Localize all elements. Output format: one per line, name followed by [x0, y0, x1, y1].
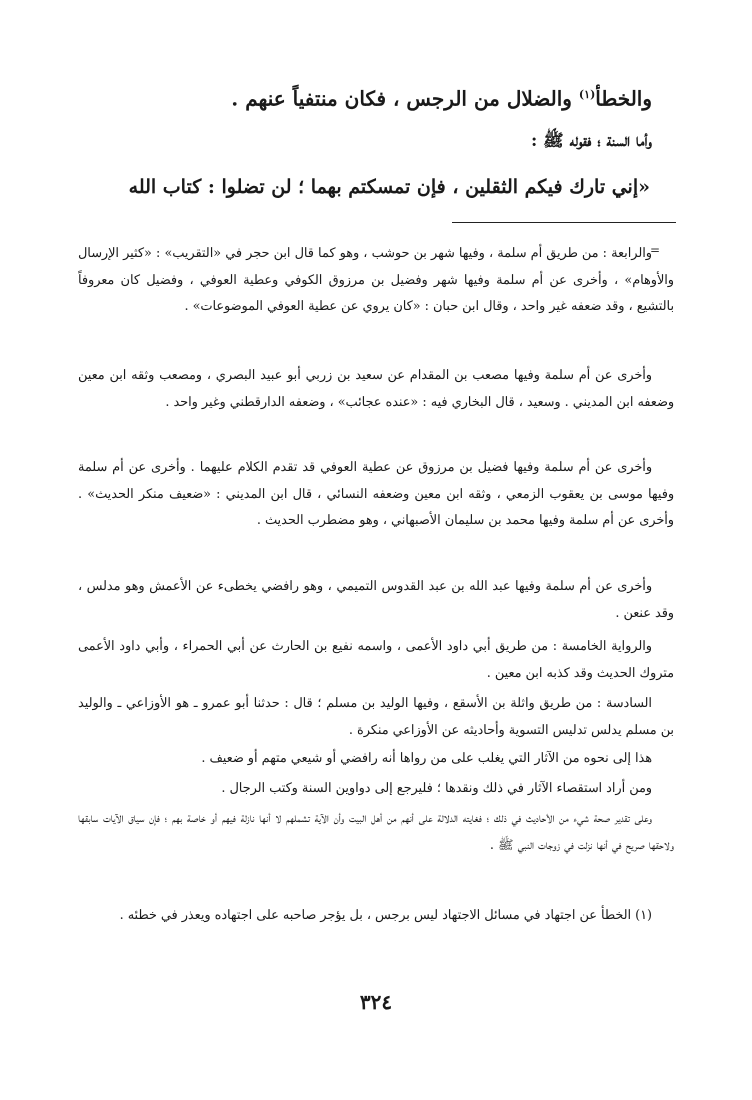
main-text-line-1	[231, 80, 652, 114]
footnote-paragraph	[78, 363, 674, 416]
footnote-paragraph-text: وأخرى عن أم سلمة وفيها فضيل بن مرزوق عن عطية العوفي قد تقدم الكلام عليهما . وأخرى عن أم سلمة وفيها موسى بن يعقوب الزمعي ، وثقه ابن معين وضعفه النسائي ، قال ابن المديني : «ضعيف منكر الحديث» . وأخرى عن أم سلمة وفيها محمد بن سليمان الأصبهاني ، وهو مضطرب الحديث .	[78, 460, 674, 528]
footnote-paragraph-text: وأخرى عن أم سلمة وفيها مصعب بن المقدام عن سعيد بن زربي أبو عبيد البصري ، ومصعب وثقه ابن معين وضعفه ابن المديني . وسعيد ، قال البخاري فيه : «عنده عجائب» ، وضعفه الدارقطني وغير واحد .	[78, 368, 674, 410]
footnote-paragraph-text: وأخرى عن أم سلمة وفيها عبد الله بن عبد القدوس التميمي ، وهو رافضي يخطىء عن الأعمش وهو مدلس ، وقد عنعن .	[78, 579, 674, 621]
footnote-paragraph	[78, 634, 674, 687]
footnote-paragraph-text: والرابعة : من طريق أم سلمة ، وفيها شهر بن حوشب ، وهو كما قال ابن حجر في «التقريب» : «كثير الإرسال والأوهام» ، وأخرى عن أم سلمة وفيها شهر وفضيل بن مرزوق الكوفي وعطية العوفي ، وفضيل كان معروفاً بالتشيع ، وقد ضعفه غير واحد ، وقال ابن حبان : «كان يروي عن عطية العوفي الموضوعات» .	[78, 246, 674, 314]
footnote-paragraph	[78, 574, 674, 627]
footnote-paragraph-text: والرواية الخامسة : من طريق أبي داود الأعمى ، واسمه نفيع بن الحارث عن أبي الحمراء ، وأبي داود الأعمى متروك الحديث وقد كذبه ابن معين .	[78, 639, 674, 681]
footnote-reference-1: (١)	[578, 88, 596, 101]
footnote-paragraph-text: وعلى تقدير صحة شيء من الأحاديث في ذلك ؛ فغايته الدلالة على أنهم من أهل البيت وأن الآية تشملهم لا أنها نازلة فيهم أو خاصة بهم ؛ فإن سياق الآيات سابقها ولاحقها صريح في أنها نزلت في زوجات النبي ﷺ .	[78, 811, 674, 853]
author-footnote-text: (١) الخطأ عن اجتهاد في مسائل الاجتهاد ليس برجس ، بل يؤجر صاحبه على اجتهاده ويعذر في خطئه .	[119, 908, 652, 923]
main-text-line-3: «إني تارك فيكم الثقلين ، فإن تمسكتم بهما ؛ لن تضلوا : كتاب الله	[128, 176, 650, 198]
footnote-paragraph	[78, 806, 674, 859]
main-text-line-1-end: والضلال من الرجس ، فكان منتفياً عنهم .	[231, 86, 579, 111]
footnote-paragraph	[78, 776, 674, 803]
continuation-mark: =	[650, 243, 661, 257]
footnote-paragraph-text: هذا إلى نحوه من الآثار التي يغلب على من رواها أنه رافضي أو شيعي متهم أو ضعيف .	[201, 751, 652, 766]
author-footnote	[78, 903, 674, 930]
footnote-separator-rule	[452, 222, 676, 223]
footnote-paragraph-text: ومن أراد استقصاء الآثار في ذلك ونقدها ؛ فليرجع إلى دواوين السنة وكتب الرجال .	[221, 781, 652, 796]
main-text-line-2: وأما السنة ؛ فقوله ﷺ :	[530, 131, 652, 151]
footnote-paragraph	[78, 691, 674, 744]
page-number: ٣٢٤	[359, 990, 393, 1014]
footnote-paragraph	[78, 746, 674, 773]
footnote-paragraph-text: السادسة : من طريق واثلة بن الأسقع ، وفيها الوليد بن مسلم ؛ قال : حدثنا أبو عمرو ـ هو الأوزاعي ـ والوليد بن مسلم يدلس تدليس التسوية وأحاديثه عن الأوزاعي منكرة .	[78, 696, 674, 738]
main-text-line-1-start: والخطأ	[595, 86, 652, 111]
footnote-paragraph	[78, 241, 674, 321]
footnote-paragraph	[78, 455, 674, 535]
